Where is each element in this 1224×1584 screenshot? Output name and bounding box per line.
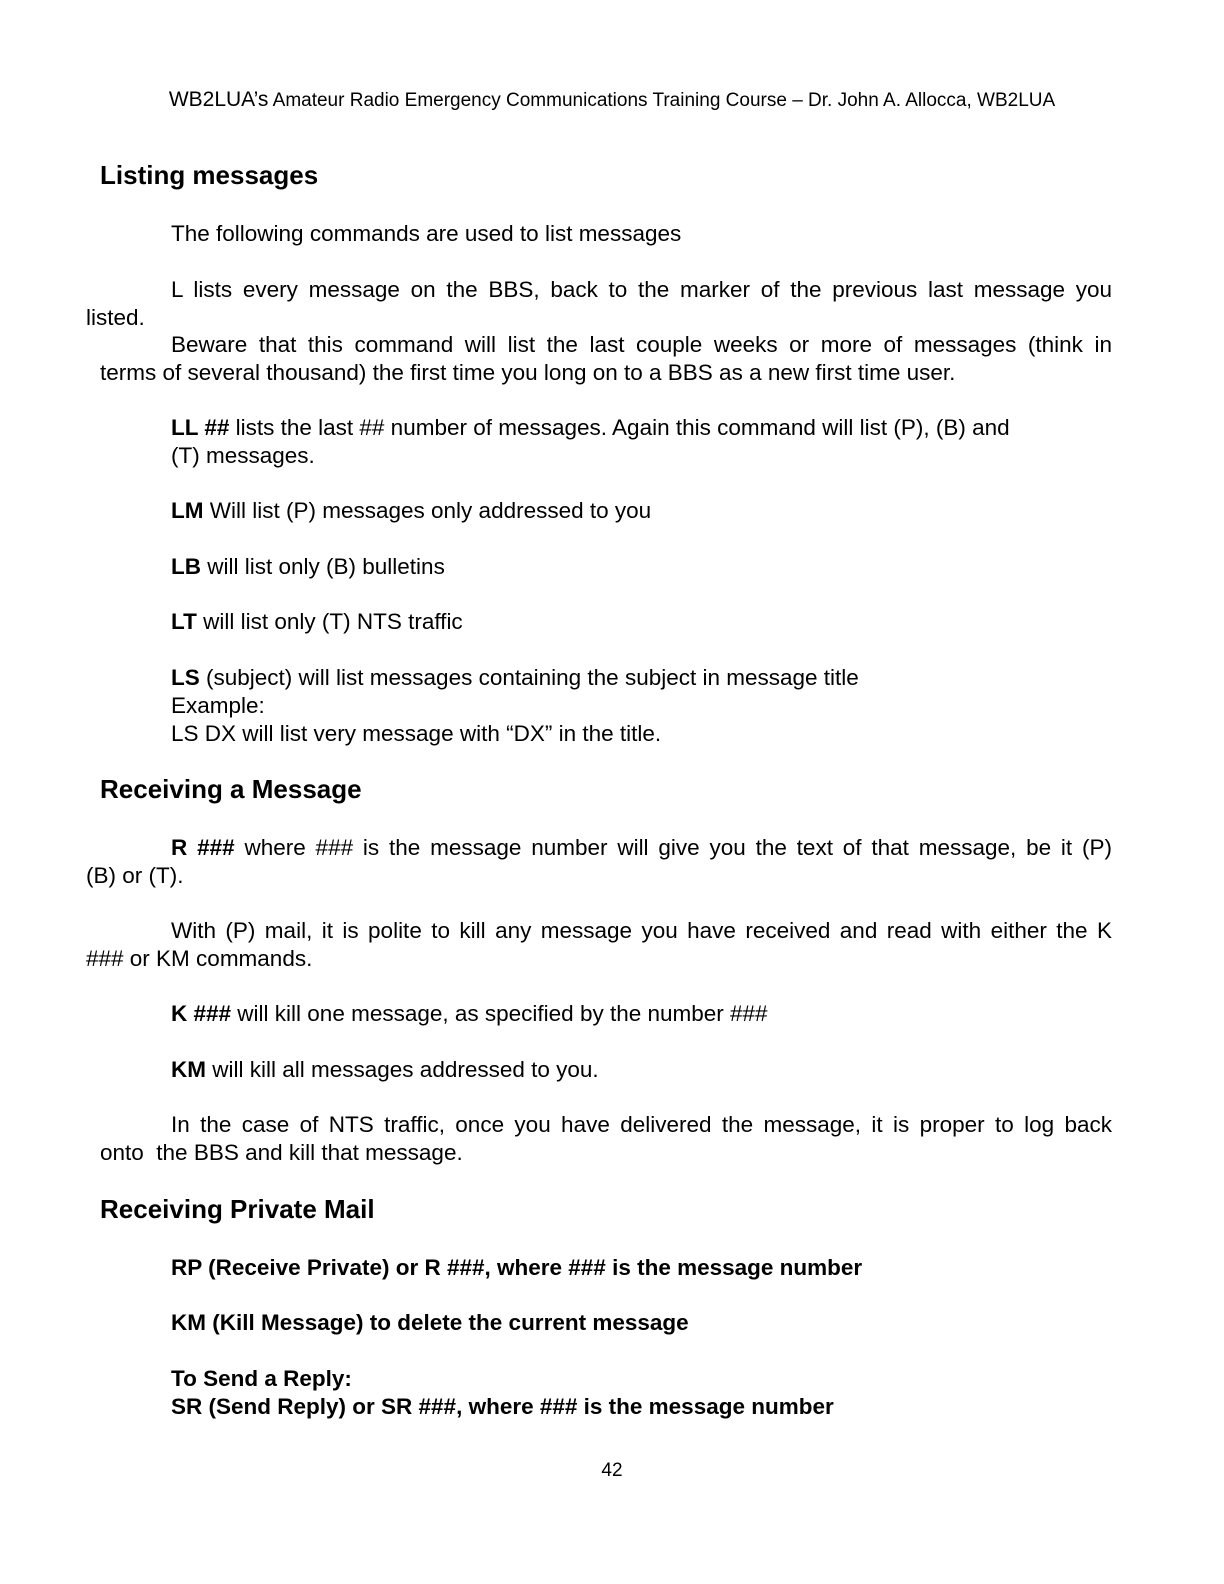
sr-line: SR (Send Reply) or SR ###, where ### is the message number: [171, 1394, 834, 1419]
paragraph-polite: [86, 917, 1112, 973]
paragraph-lt-command: [171, 608, 463, 636]
k-command: K ###: [171, 1001, 232, 1026]
lt-command: LT: [171, 609, 197, 634]
l-line-2: listed.: [86, 305, 145, 330]
send-reply-block: [171, 1365, 834, 1421]
header-callsign: WB2LUA’s: [168, 88, 269, 111]
header-title: Amateur Radio Emergency Communications Training Course – Dr. John A. Allocca, WB2LUA: [272, 90, 1056, 111]
paragraph-ls-command: [171, 664, 859, 748]
lm-command: LM: [171, 498, 204, 523]
km-kill-message-line: KM (Kill Message) to delete the current message: [171, 1310, 689, 1335]
paragraph-nts: [100, 1111, 1112, 1167]
paragraph-r-command: [86, 834, 1112, 890]
ls-text: (subject) will list messages containing the subject in message title: [199, 665, 859, 690]
example-label: Example:: [171, 693, 265, 718]
nts-line-1: In the case of NTS traffic, once you have delivered the message, it is proper to log back: [171, 1112, 1112, 1137]
paragraph-l-command: [86, 276, 1112, 332]
example-text: LS DX will list very message with “DX” in the title.: [171, 721, 662, 746]
l-line-1: L lists every message on the BBS, back to the marker of the previous last message you: [171, 277, 1112, 302]
paragraph-beware: [100, 331, 1112, 387]
nts-line-2: onto the BBS and kill that message.: [100, 1140, 463, 1165]
polite-line-2: ### or KM commands.: [86, 946, 313, 971]
heading-listing-messages: Listing messages: [100, 160, 319, 190]
reply-label: To Send a Reply:: [171, 1366, 352, 1391]
lm-text: Will list (P) messages only addressed to you: [203, 498, 652, 523]
lt-text: will list only (T) NTS traffic: [196, 609, 463, 634]
listing-intro: The following commands are used to list messages: [171, 221, 682, 246]
ll-command: LL ##: [171, 415, 230, 440]
paragraph-k-command: [171, 1000, 768, 1028]
heading-receiving-message: Receiving a Message: [100, 774, 362, 804]
r-command: R ###: [171, 835, 235, 860]
k-text: will kill one message, as specified by the number ###: [231, 1001, 768, 1026]
ls-command: LS: [171, 665, 200, 690]
beware-line-1: Beware that this command will list the last couple weeks or more of messages (think in: [171, 332, 1112, 357]
r-line-1: [86, 834, 1112, 862]
page-number: 42: [601, 1460, 623, 1481]
running-header: [0, 88, 1224, 112]
paragraph-lb-command: [171, 553, 445, 581]
ll-text-2: (T) messages.: [171, 443, 315, 468]
paragraph-lm-command: [171, 497, 651, 525]
lb-text: will list only (B) bulletins: [201, 554, 445, 579]
lb-command: LB: [171, 554, 201, 579]
beware-line-2: terms of several thousand) the first time you long on to a BBS as a new first time user.: [100, 360, 956, 385]
r-text-2: (B) or (T).: [86, 863, 184, 888]
km-command: KM: [171, 1057, 206, 1082]
ll-text-1: lists the last ## number of messages. Again this command will list (P), (B) and: [229, 415, 1010, 440]
paragraph-ll-command: [171, 414, 1010, 470]
rp-line: RP (Receive Private) or R ###, where ### is the message number: [171, 1255, 863, 1280]
paragraph-km-command: [171, 1056, 599, 1084]
polite-line-1: With (P) mail, it is polite to kill any message you have received and read with either the K: [171, 918, 1112, 943]
r-text-1: where ### is the message number will give you the text of that message, be it (P): [234, 835, 1112, 860]
km-text: will kill all messages addressed to you.: [206, 1057, 599, 1082]
heading-receiving-private-mail: Receiving Private Mail: [100, 1194, 375, 1224]
